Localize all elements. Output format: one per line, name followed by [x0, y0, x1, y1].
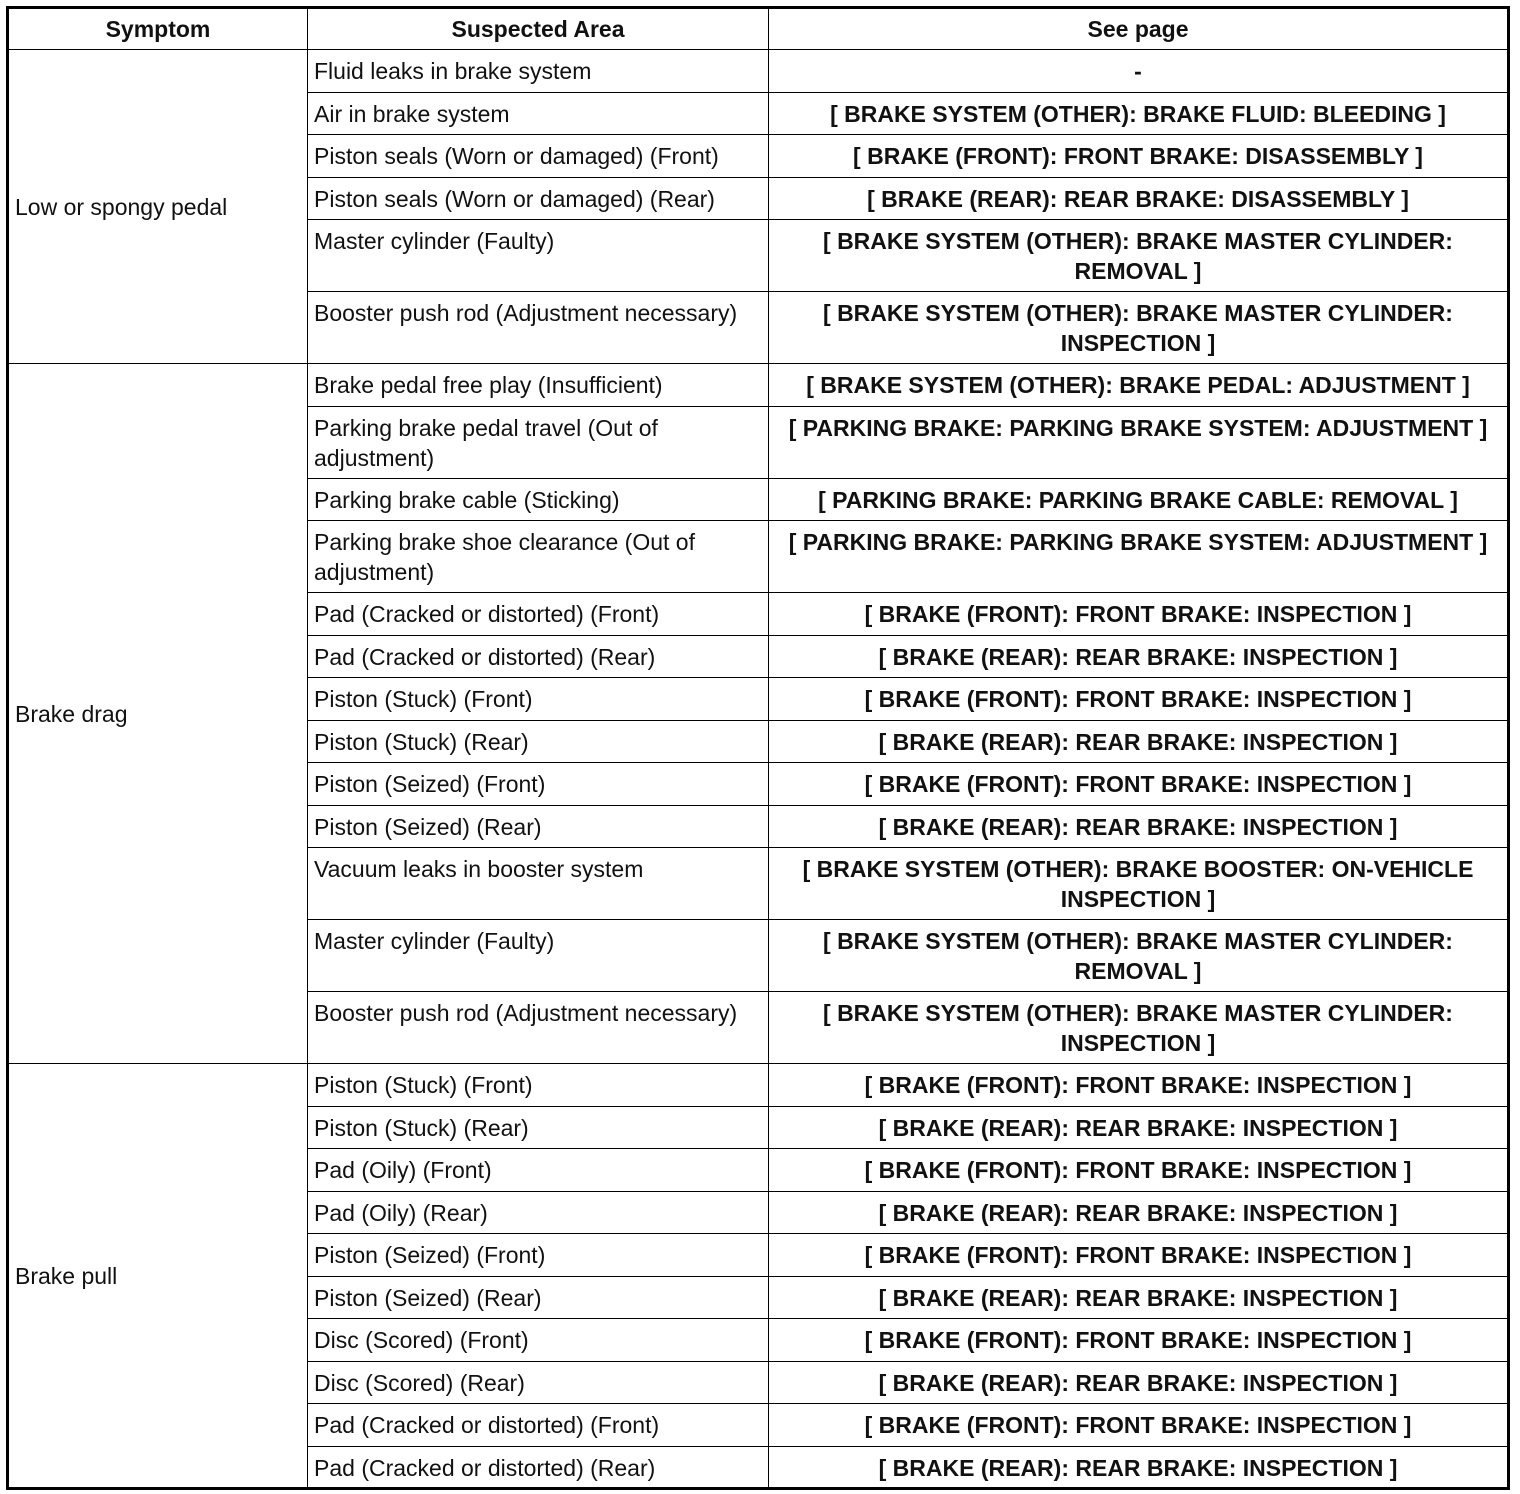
see-page-link[interactable]: [ BRAKE (REAR): REAR BRAKE: INSPECTION ]: [769, 635, 1509, 678]
symptom-cell: Low or spongy pedal: [8, 50, 308, 364]
suspected-area-cell: Disc (Scored) (Rear): [308, 1361, 769, 1404]
see-page-link[interactable]: [ BRAKE (FRONT): FRONT BRAKE: INSPECTION ]: [769, 763, 1509, 806]
see-page-link[interactable]: [ BRAKE (FRONT): FRONT BRAKE: INSPECTION ]: [769, 1404, 1509, 1447]
see-page-link[interactable]: [ BRAKE (REAR): REAR BRAKE: DISASSEMBLY ]: [769, 177, 1509, 220]
suspected-area-cell: Fluid leaks in brake system: [308, 50, 769, 93]
see-page-link[interactable]: [ BRAKE (REAR): REAR BRAKE: INSPECTION ]: [769, 1276, 1509, 1319]
suspected-area-cell: Booster push rod (Adjustment necessary): [308, 992, 769, 1064]
suspected-area-cell: Parking brake pedal travel (Out of adjustment): [308, 406, 769, 478]
see-page-link[interactable]: [ BRAKE (REAR): REAR BRAKE: INSPECTION ]: [769, 1191, 1509, 1234]
suspected-area-cell: Piston (Seized) (Rear): [308, 805, 769, 848]
suspected-area-cell: Piston (Stuck) (Front): [308, 1064, 769, 1107]
symptom-cell: Brake pull: [8, 1064, 308, 1489]
see-page-link[interactable]: [ BRAKE (FRONT): FRONT BRAKE: DISASSEMBLY ]: [769, 135, 1509, 178]
see-page-link[interactable]: [ BRAKE (FRONT): FRONT BRAKE: INSPECTION ]: [769, 678, 1509, 721]
suspected-area-cell: Master cylinder (Faulty): [308, 920, 769, 992]
table-row: [8, 1064, 1509, 1107]
suspected-area-cell: Piston (Seized) (Front): [308, 1234, 769, 1277]
see-page-link[interactable]: [ BRAKE SYSTEM (OTHER): BRAKE PEDAL: ADJUSTMENT ]: [769, 364, 1509, 407]
see-page-link[interactable]: [ BRAKE (REAR): REAR BRAKE: INSPECTION ]: [769, 720, 1509, 763]
see-page-link[interactable]: [ BRAKE SYSTEM (OTHER): BRAKE MASTER CYLINDER: INSPECTION ]: [769, 992, 1509, 1064]
symptom-cell: Brake drag: [8, 364, 308, 1064]
see-page-link[interactable]: [ BRAKE (REAR): REAR BRAKE: INSPECTION ]: [769, 805, 1509, 848]
suspected-area-cell: Piston (Stuck) (Front): [308, 678, 769, 721]
see-page-link[interactable]: [ PARKING BRAKE: PARKING BRAKE CABLE: REMOVAL ]: [769, 478, 1509, 521]
suspected-area-cell: Piston (Stuck) (Rear): [308, 720, 769, 763]
suspected-area-cell: Brake pedal free play (Insufficient): [308, 364, 769, 407]
see-page-link[interactable]: [ BRAKE (REAR): REAR BRAKE: INSPECTION ]: [769, 1446, 1509, 1489]
header-symptom: Symptom: [8, 8, 308, 50]
see-page-link[interactable]: [ BRAKE (FRONT): FRONT BRAKE: INSPECTION ]: [769, 1234, 1509, 1277]
see-page-link[interactable]: [ BRAKE SYSTEM (OTHER): BRAKE MASTER CYLINDER: REMOVAL ]: [769, 920, 1509, 992]
suspected-area-cell: Vacuum leaks in booster system: [308, 848, 769, 920]
see-page-link[interactable]: [ BRAKE (REAR): REAR BRAKE: INSPECTION ]: [769, 1106, 1509, 1149]
header-see-page: See page: [769, 8, 1509, 50]
suspected-area-cell: Piston seals (Worn or damaged) (Front): [308, 135, 769, 178]
suspected-area-cell: Booster push rod (Adjustment necessary): [308, 292, 769, 364]
table-row: [8, 364, 1509, 407]
see-page-link: -: [769, 50, 1509, 93]
see-page-link[interactable]: [ BRAKE (FRONT): FRONT BRAKE: INSPECTION ]: [769, 1319, 1509, 1362]
suspected-area-cell: Piston (Stuck) (Rear): [308, 1106, 769, 1149]
suspected-area-cell: Pad (Cracked or distorted) (Rear): [308, 635, 769, 678]
table-row: [8, 50, 1509, 93]
suspected-area-cell: Pad (Oily) (Rear): [308, 1191, 769, 1234]
see-page-link[interactable]: [ BRAKE SYSTEM (OTHER): BRAKE MASTER CYLINDER: REMOVAL ]: [769, 220, 1509, 292]
suspected-area-cell: Parking brake cable (Sticking): [308, 478, 769, 521]
suspected-area-cell: Disc (Scored) (Front): [308, 1319, 769, 1362]
see-page-link[interactable]: [ PARKING BRAKE: PARKING BRAKE SYSTEM: ADJUSTMENT ]: [769, 406, 1509, 478]
suspected-area-cell: Master cylinder (Faulty): [308, 220, 769, 292]
see-page-link[interactable]: [ PARKING BRAKE: PARKING BRAKE SYSTEM: ADJUSTMENT ]: [769, 521, 1509, 593]
see-page-link[interactable]: [ BRAKE SYSTEM (OTHER): BRAKE FLUID: BLEEDING ]: [769, 92, 1509, 135]
suspected-area-cell: Pad (Cracked or distorted) (Front): [308, 593, 769, 636]
suspected-area-cell: Pad (Cracked or distorted) (Front): [308, 1404, 769, 1447]
see-page-link[interactable]: [ BRAKE (FRONT): FRONT BRAKE: INSPECTION ]: [769, 1064, 1509, 1107]
see-page-link[interactable]: [ BRAKE (REAR): REAR BRAKE: INSPECTION ]: [769, 1361, 1509, 1404]
see-page-link[interactable]: [ BRAKE SYSTEM (OTHER): BRAKE BOOSTER: ON-VEHICLE INSPECTION ]: [769, 848, 1509, 920]
header-suspected-area: Suspected Area: [308, 8, 769, 50]
suspected-area-cell: Piston (Seized) (Rear): [308, 1276, 769, 1319]
suspected-area-cell: Piston (Seized) (Front): [308, 763, 769, 806]
suspected-area-cell: Parking brake shoe clearance (Out of adjustment): [308, 521, 769, 593]
see-page-link[interactable]: [ BRAKE (FRONT): FRONT BRAKE: INSPECTION ]: [769, 1149, 1509, 1192]
suspected-area-cell: Piston seals (Worn or damaged) (Rear): [308, 177, 769, 220]
table-body: [8, 50, 1509, 1489]
header-row: [8, 8, 1509, 50]
troubleshooting-table: [6, 6, 1510, 1490]
suspected-area-cell: Pad (Oily) (Front): [308, 1149, 769, 1192]
suspected-area-cell: Air in brake system: [308, 92, 769, 135]
see-page-link[interactable]: [ BRAKE SYSTEM (OTHER): BRAKE MASTER CYLINDER: INSPECTION ]: [769, 292, 1509, 364]
see-page-link[interactable]: [ BRAKE (FRONT): FRONT BRAKE: INSPECTION ]: [769, 593, 1509, 636]
suspected-area-cell: Pad (Cracked or distorted) (Rear): [308, 1446, 769, 1489]
